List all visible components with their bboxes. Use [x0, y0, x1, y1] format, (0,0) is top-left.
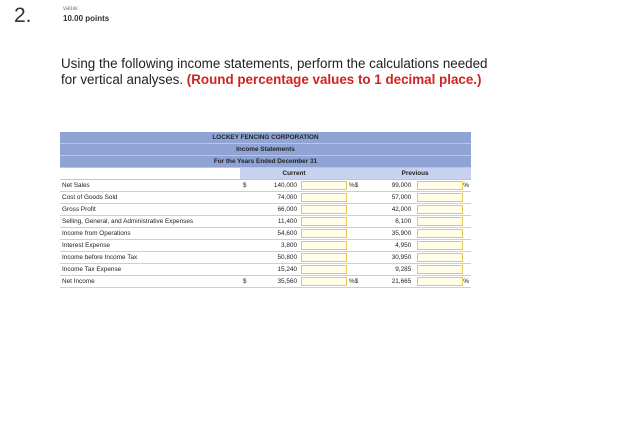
- current-percent-symbol: %: [349, 182, 355, 189]
- current-percent-symbol-cell: [348, 276, 359, 288]
- previous-currency: $: [354, 182, 359, 189]
- current-amount: 11,400: [277, 218, 297, 225]
- current-percent-symbol-cell: [348, 204, 359, 216]
- column-current: Current: [240, 168, 348, 180]
- current-amount-cell: [240, 252, 300, 264]
- row-label: Cost of Goods Sold: [60, 192, 240, 204]
- table-row: [60, 216, 471, 228]
- row-label: Interest Expense: [60, 240, 240, 252]
- current-percent-cell: [300, 180, 348, 192]
- current-percent-cell: [300, 264, 348, 276]
- current-amount: 15,240: [277, 266, 297, 273]
- instructions-text: Using the following income statements, perform the calculations needed for vertical analyses.: [61, 56, 488, 87]
- current-amount: 66,000: [277, 206, 297, 213]
- current-amount: 35,560: [277, 278, 297, 285]
- previous-amount-cell: [359, 216, 414, 228]
- previous-percent-cell: [414, 204, 471, 216]
- previous-amount: 57,000: [391, 194, 412, 201]
- previous-amount: 4,950: [395, 242, 412, 249]
- current-percent-input[interactable]: [301, 205, 347, 214]
- current-amount-cell: [240, 228, 300, 240]
- table-body: [60, 180, 471, 288]
- current-percent-symbol-cell: [348, 192, 359, 204]
- table-row: [60, 240, 471, 252]
- instructions-emphasis: (Round percentage values to 1 decimal place.): [186, 72, 482, 87]
- current-percent-symbol-cell: [348, 180, 359, 192]
- current-percent-input[interactable]: [301, 241, 347, 250]
- current-percent-symbol-cell: [348, 264, 359, 276]
- previous-amount-cell: [359, 228, 414, 240]
- previous-amount-cell: [359, 192, 414, 204]
- current-amount-cell: [240, 180, 300, 192]
- current-percent-cell: [300, 252, 348, 264]
- table-row: [60, 204, 471, 216]
- header-spacer: [348, 168, 359, 180]
- previous-amount: 30,950: [391, 254, 412, 261]
- table-row: [60, 264, 471, 276]
- current-percent-cell: [300, 192, 348, 204]
- instructions: [61, 56, 491, 88]
- previous-percent-cell: [414, 252, 471, 264]
- previous-percent-input[interactable]: [417, 277, 463, 286]
- current-percent-cell: [300, 240, 348, 252]
- table-row: [60, 180, 471, 192]
- current-amount-cell: [240, 264, 300, 276]
- points-value: 10.00 points: [63, 14, 110, 23]
- current-percent-symbol-cell: [348, 216, 359, 228]
- previous-amount-cell: [359, 252, 414, 264]
- table-row: [60, 192, 471, 204]
- previous-percent-input[interactable]: [417, 265, 463, 274]
- current-amount: 74,000: [277, 194, 297, 201]
- row-label: Gross Profit: [60, 204, 240, 216]
- current-percent-input[interactable]: [301, 253, 347, 262]
- current-percent-cell: [300, 276, 348, 288]
- previous-amount-cell: [359, 240, 414, 252]
- previous-percent-input[interactable]: [417, 181, 463, 190]
- previous-percent-symbol: %: [463, 278, 469, 285]
- table-row: [60, 276, 471, 288]
- previous-amount: 9,285: [395, 266, 412, 273]
- current-percent-input[interactable]: [301, 229, 347, 238]
- current-amount: 140,000: [273, 182, 297, 189]
- previous-amount-cell: [359, 180, 414, 192]
- row-label: Income from Operations: [60, 228, 240, 240]
- value-label: value:: [63, 6, 80, 12]
- current-percent-symbol-cell: [348, 252, 359, 264]
- previous-percent-input[interactable]: [417, 253, 463, 262]
- current-percent-input[interactable]: [301, 265, 347, 274]
- header-blank: [60, 168, 240, 180]
- previous-amount-cell: [359, 204, 414, 216]
- previous-percent-symbol: %: [463, 182, 469, 189]
- company-name: LOCKEY FENCING CORPORATION: [60, 132, 471, 144]
- column-previous: Previous: [359, 168, 471, 180]
- current-percent-input[interactable]: [301, 181, 347, 190]
- statement-period: For the Years Ended December 31: [60, 156, 471, 168]
- current-percent-input[interactable]: [301, 217, 347, 226]
- current-percent-symbol: %: [349, 278, 355, 285]
- previous-amount: 42,000: [391, 206, 412, 213]
- current-percent-cell: [300, 228, 348, 240]
- previous-currency: $: [354, 278, 359, 285]
- current-amount: 54,600: [277, 230, 297, 237]
- current-amount-cell: [240, 204, 300, 216]
- current-percent-cell: [300, 204, 348, 216]
- current-amount-cell: [240, 276, 300, 288]
- current-currency: $: [243, 278, 247, 285]
- previous-amount: 99,000: [391, 182, 412, 189]
- table-row: [60, 228, 471, 240]
- current-currency: $: [243, 182, 247, 189]
- previous-percent-input[interactable]: [417, 217, 463, 226]
- current-percent-input[interactable]: [301, 193, 347, 202]
- current-percent-symbol-cell: [348, 228, 359, 240]
- current-amount: 50,800: [277, 254, 297, 261]
- current-amount-cell: [240, 240, 300, 252]
- current-percent-symbol-cell: [348, 240, 359, 252]
- income-statement-table: [60, 132, 471, 288]
- previous-percent-cell: [414, 180, 471, 192]
- row-label: Income before Income Tax: [60, 252, 240, 264]
- table-row: [60, 252, 471, 264]
- previous-percent-input[interactable]: [417, 241, 463, 250]
- previous-amount-cell: [359, 276, 414, 288]
- previous-percent-cell: [414, 264, 471, 276]
- previous-percent-input[interactable]: [417, 193, 463, 202]
- row-label: Income Tax Expense: [60, 264, 240, 276]
- row-label: Net Income: [60, 276, 240, 288]
- previous-amount: 6,100: [395, 218, 412, 225]
- previous-amount-cell: [359, 264, 414, 276]
- current-percent-cell: [300, 216, 348, 228]
- previous-amount: 35,900: [391, 230, 412, 237]
- previous-percent-cell: [414, 276, 471, 288]
- previous-amount: 21,665: [391, 278, 412, 285]
- current-amount-cell: [240, 192, 300, 204]
- row-label: Net Sales: [60, 180, 240, 192]
- current-amount: 3,800: [281, 242, 297, 249]
- previous-percent-cell: [414, 240, 471, 252]
- previous-percent-input[interactable]: [417, 229, 463, 238]
- current-percent-input[interactable]: [301, 277, 347, 286]
- current-amount-cell: [240, 216, 300, 228]
- previous-percent-cell: [414, 228, 471, 240]
- previous-percent-cell: [414, 216, 471, 228]
- previous-percent-cell: [414, 192, 471, 204]
- previous-percent-input[interactable]: [417, 205, 463, 214]
- statement-title: Income Statements: [60, 144, 471, 156]
- row-label: Selling, General, and Administrative Expenses: [60, 216, 240, 228]
- question-number: 2.: [14, 4, 32, 27]
